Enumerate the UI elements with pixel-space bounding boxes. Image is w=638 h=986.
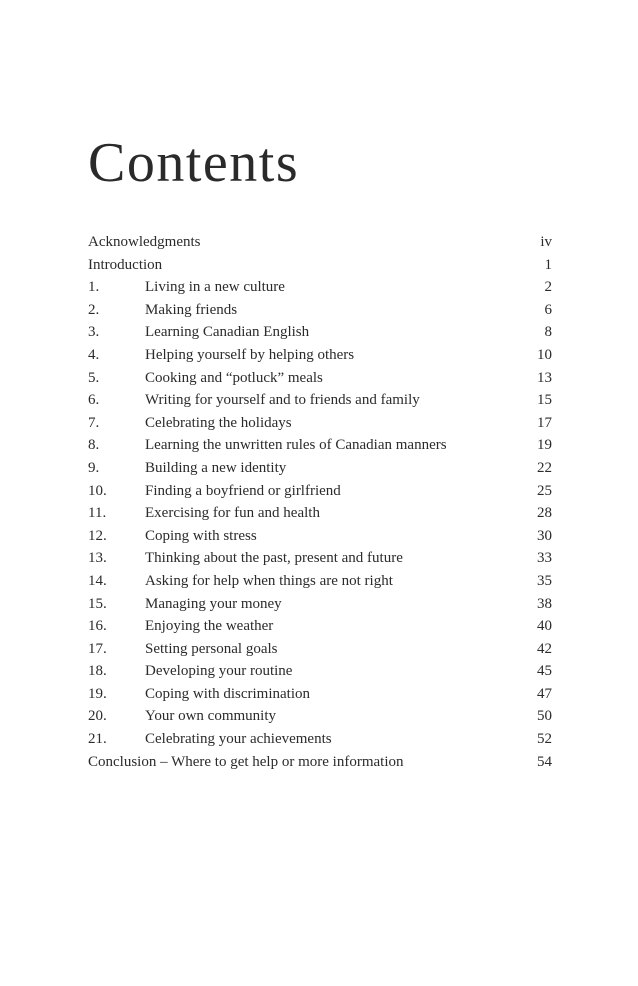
- toc-entry: [88, 480, 552, 503]
- toc-entry-number: 10.: [88, 482, 107, 499]
- toc-entry: [88, 344, 552, 367]
- toc-entry-page: 45: [537, 663, 552, 680]
- toc-entry-title: Learning Canadian English: [145, 324, 310, 341]
- toc-entry-page: 25: [537, 482, 552, 499]
- toc-entry-page: 54: [537, 753, 552, 770]
- toc-entry: [88, 705, 552, 728]
- toc-entry-title: Building a new identity: [145, 459, 287, 476]
- toc-entry-title: Making friends: [145, 301, 238, 318]
- toc-entry-title: Exercising for fun and health: [145, 505, 320, 522]
- toc-entry-title: Enjoying the weather: [145, 618, 274, 635]
- toc-entry: [88, 728, 552, 751]
- toc-entry-number: 11.: [88, 505, 107, 522]
- toc-entry: [88, 683, 552, 706]
- toc-entry-title: Coping with discrimination: [145, 685, 310, 702]
- toc-entry: [88, 367, 552, 390]
- toc-entry-title: Finding a boyfriend or girlfriend: [145, 482, 341, 499]
- toc-entry: [88, 638, 552, 661]
- toc-entry: [88, 615, 552, 638]
- toc-entry-title: Learning the unwritten rules of Canadian manners: [145, 437, 447, 454]
- toc-entry: [88, 502, 552, 525]
- toc-entry-page: 15: [537, 392, 552, 409]
- toc-entry-number: 17.: [88, 640, 107, 657]
- toc-entry-title: Conclusion – Where to get help or more information: [88, 753, 404, 770]
- toc-entry-number: 1.: [88, 279, 100, 296]
- toc-entry-page: 40: [537, 618, 552, 635]
- toc-entry-number: 14.: [88, 572, 107, 589]
- toc-entry-page: 17: [537, 414, 552, 431]
- toc-entry-page: 42: [537, 640, 552, 657]
- toc-entry-title: Introduction: [88, 256, 163, 273]
- toc-entry-title: Living in a new culture: [145, 279, 285, 296]
- toc-entry: [88, 751, 552, 774]
- toc-entry: [88, 231, 552, 254]
- toc-entry-title: Your own community: [145, 708, 276, 725]
- toc-entry-page: 8: [544, 324, 552, 341]
- toc-entry: [88, 525, 552, 548]
- toc-entry-title: Developing your routine: [145, 663, 293, 680]
- toc-entry-page: 33: [537, 550, 552, 567]
- toc-entry-page: 52: [537, 731, 552, 748]
- toc-entry-page: iv: [540, 234, 552, 250]
- toc-entry-number: 5.: [88, 369, 100, 386]
- toc-entry-page: 10: [537, 346, 552, 363]
- toc-entry-number: 8.: [88, 437, 100, 454]
- toc-entry: [88, 321, 552, 344]
- table-of-contents: [88, 231, 552, 773]
- toc-entry-page: 2: [544, 279, 552, 296]
- toc-entry-number: 4.: [88, 346, 100, 363]
- toc-entry-title: Writing for yourself and to friends and family: [145, 392, 420, 409]
- toc-entry-number: 18.: [88, 663, 107, 680]
- toc-entry-title: Managing your money: [145, 595, 282, 612]
- toc-entry-page: 35: [537, 572, 552, 589]
- toc-entry-title: Coping with stress: [145, 527, 257, 544]
- toc-entry-number: 15.: [88, 595, 107, 612]
- toc-entry-page: 6: [544, 301, 552, 318]
- toc-entry-number: 20.: [88, 708, 107, 725]
- toc-entry-number: 16.: [88, 618, 107, 635]
- toc-entry: [88, 547, 552, 570]
- toc-entry-number: 3.: [88, 324, 100, 341]
- page-title: Contents: [88, 132, 300, 194]
- toc-entry-page: 13: [537, 369, 552, 386]
- toc-entry-number: 9.: [88, 459, 100, 476]
- toc-entry-page: 19: [537, 437, 552, 454]
- toc-entry: [88, 593, 552, 616]
- toc-entry: [88, 389, 552, 412]
- toc-entry-page: 47: [537, 685, 552, 702]
- toc-entry-title: Setting personal goals: [145, 640, 278, 657]
- toc-entry-number: 19.: [88, 685, 107, 702]
- toc-entry-title: Acknowledgments: [88, 234, 201, 250]
- toc-entry-number: 13.: [88, 550, 107, 567]
- toc-entry-title: Celebrating the holidays: [145, 414, 292, 431]
- toc-entry: [88, 570, 552, 593]
- toc-entry-page: 22: [537, 459, 552, 476]
- toc-entry-title: Thinking about the past, present and future: [145, 550, 403, 567]
- toc-entry-number: 7.: [88, 414, 100, 431]
- toc-entry: [88, 434, 552, 457]
- toc-entry-title: Asking for help when things are not right: [145, 572, 393, 589]
- toc-entry-number: 12.: [88, 527, 107, 544]
- toc-entry-number: 2.: [88, 301, 100, 318]
- toc-entry-page: 38: [537, 595, 552, 612]
- toc-entry-number: 21.: [88, 731, 107, 748]
- toc-entry: [88, 412, 552, 435]
- toc-entry: [88, 457, 552, 480]
- toc-entry-title: Cooking and “potluck” meals: [145, 369, 323, 386]
- toc-entry: [88, 276, 552, 299]
- toc-entry-page: 50: [537, 708, 552, 725]
- toc-entry-page: 30: [537, 527, 552, 544]
- toc-entry-page: 28: [537, 505, 552, 522]
- toc-entry: [88, 299, 552, 322]
- toc-entry-title: Helping yourself by helping others: [145, 346, 355, 363]
- toc-entry: [88, 254, 552, 277]
- toc-entry-number: 6.: [88, 392, 100, 409]
- toc-entry-page: 1: [544, 256, 552, 273]
- toc-entry-title: Celebrating your achievements: [145, 731, 332, 748]
- toc-entry: [88, 660, 552, 683]
